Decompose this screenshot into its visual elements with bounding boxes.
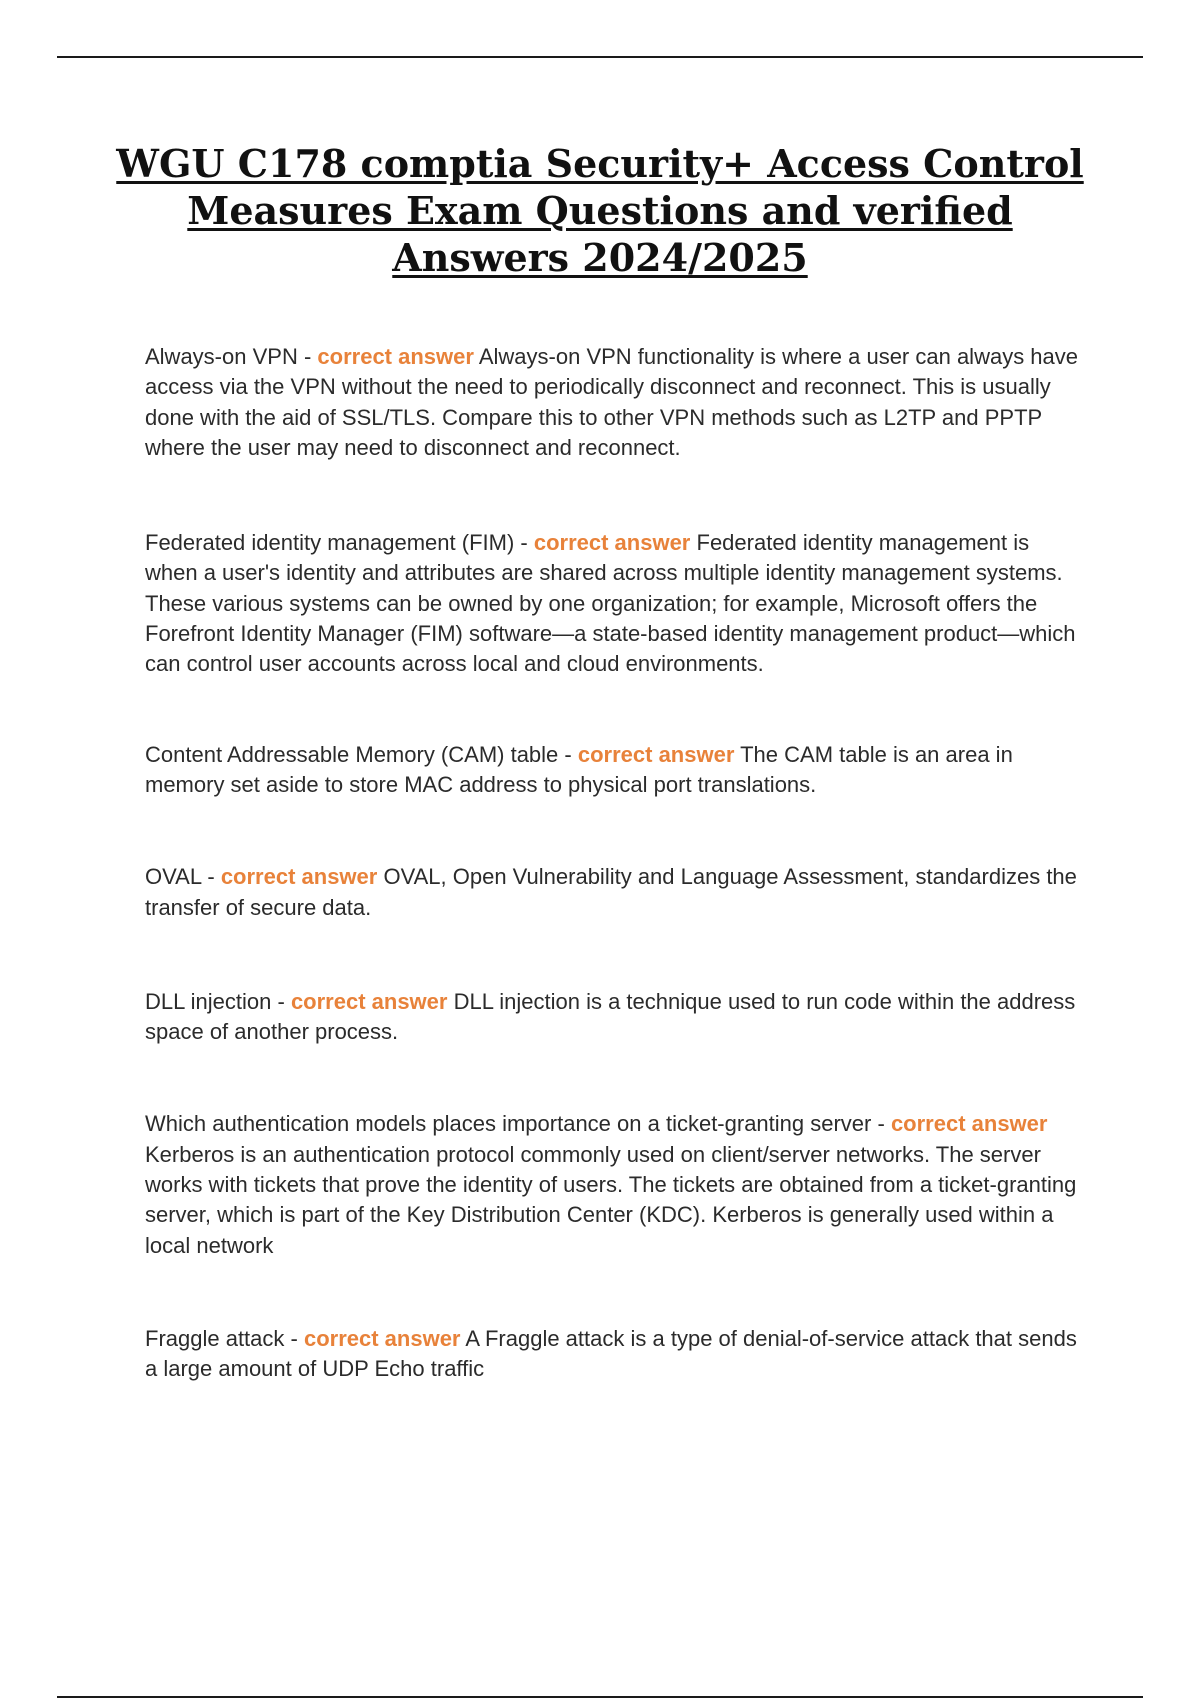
entry-term: DLL injection	[145, 988, 272, 1014]
qa-list	[145, 342, 1085, 1450]
entry-term: Which authentication models places importance on a ticket-granting server	[145, 1111, 872, 1137]
entry-separator: -	[201, 864, 221, 890]
entry-separator: -	[297, 344, 318, 369]
correct-answer-label: correct answer	[317, 344, 474, 369]
qa-entry	[145, 740, 1085, 801]
bottom-rule	[57, 1696, 1143, 1698]
qa-entry	[145, 862, 1085, 923]
qa-entry	[145, 342, 1085, 463]
qa-entry	[145, 1324, 1085, 1385]
top-rule	[57, 56, 1143, 58]
entry-answer: Federated identity management is when a user's identity and attributes are shared across multiple identity management systems. These various systems can be owned by one organization; for example, Microsoft offers the Forefront Identity Manager (FIM) software—a state-based identity management product—which can control user accounts across local and cloud environments.	[145, 530, 1076, 677]
entry-answer: DLL injection is a technique used to run code within the address space of another process.	[145, 988, 1076, 1045]
qa-entry	[145, 987, 1085, 1048]
entry-term: Federated identity management (FIM)	[145, 530, 515, 556]
entry-separator: -	[514, 530, 534, 556]
entry-answer: The CAM table is an area in memory set aside to store MAC address to physical port translations.	[145, 741, 1013, 797]
correct-answer-label: correct answer	[577, 741, 735, 767]
qa-entry	[145, 528, 1085, 679]
entry-separator: -	[271, 988, 291, 1014]
entry-term: OVAL	[145, 864, 202, 890]
correct-answer-label: correct answer	[533, 530, 691, 556]
entry-answer: Always-on VPN functionality is where a user can always have access via the VPN without the need to periodically disconnect and reconnect. This is usually done with the aid of SSL/TLS. Compare this to other VPN methods such as L2TP and PPTP where the user may need to disconnect and reconnect.	[145, 344, 1079, 460]
entry-answer: Kerberos is an authentication protocol commonly used on client/server networks. The server works with tickets that prove the identity of users. The tickets are obtained from a ticket-granting server, which is part of the Key Distribution Center (KDC). Kerberos is generally used within a local network	[145, 1141, 1077, 1258]
correct-answer-label: correct answer	[890, 1111, 1048, 1137]
entry-answer: OVAL, Open Vulnerability and Language Assessment, standardizes the transfer of secure data.	[145, 864, 1077, 920]
entry-separator: -	[558, 741, 578, 767]
entry-separator: -	[871, 1111, 891, 1137]
document-title: WGU C178 comptia Security+ Access Control Measures Exam Questions and verified Answers 2024/2025	[116, 141, 1084, 280]
qa-entry	[145, 1109, 1085, 1260]
correct-answer-label: correct answer	[303, 1325, 461, 1351]
entry-term: Fraggle attack	[145, 1325, 285, 1351]
entry-term: Always-on VPN	[145, 344, 298, 369]
correct-answer-label: correct answer	[290, 988, 448, 1014]
correct-answer-label: correct answer	[220, 864, 378, 890]
entry-term: Content Addressable Memory (CAM) table	[145, 741, 559, 767]
entry-separator: -	[284, 1325, 304, 1351]
entry-answer: A Fraggle attack is a type of denial-of-service attack that sends a large amount of UDP Echo traffic	[145, 1325, 1077, 1382]
